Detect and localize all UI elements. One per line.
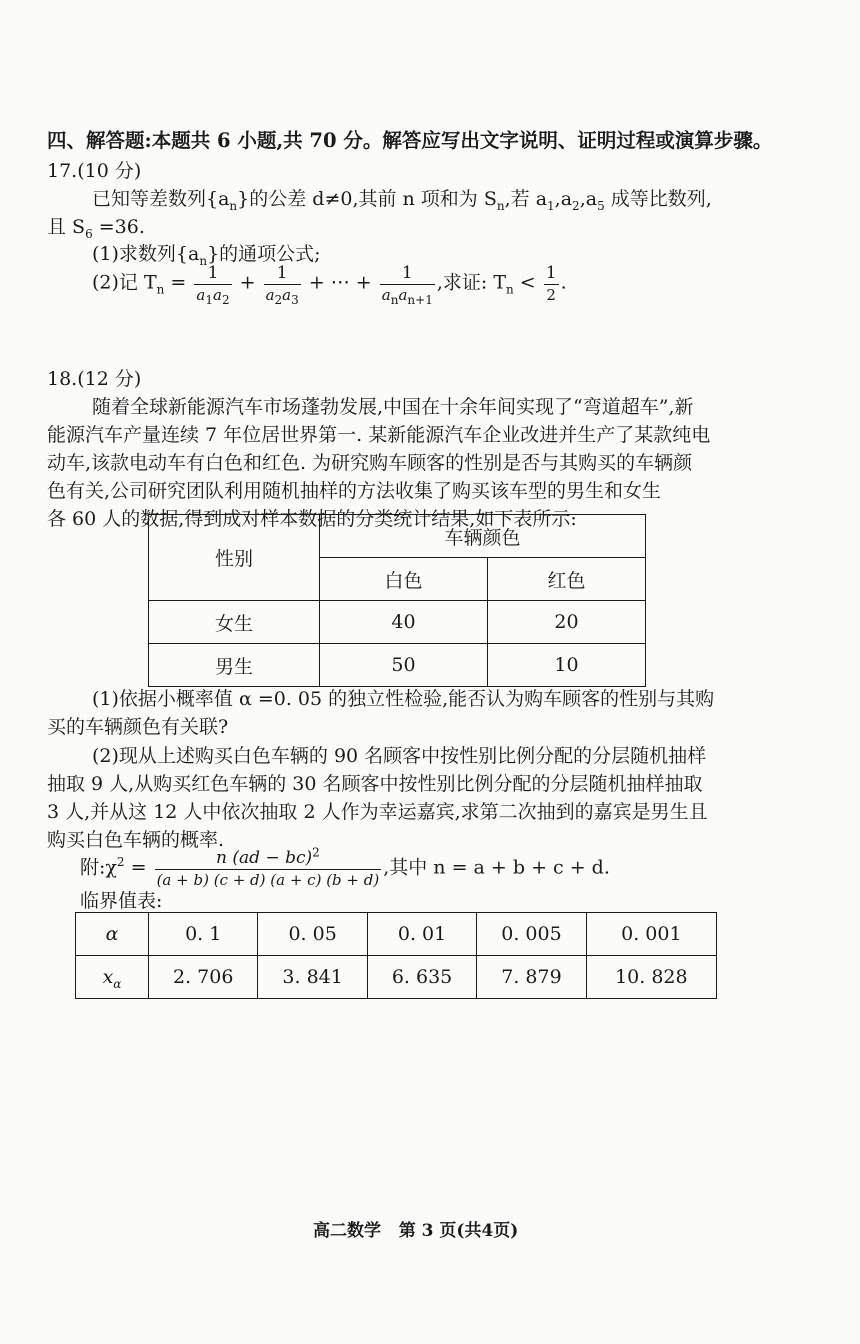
x-1: 3. 841	[258, 956, 367, 999]
q18-para-5: 各 60 人的数据,得到成对样本数据的分类统计结果,如下表所示:	[47, 508, 577, 530]
q18-number: 18.(12 分)	[47, 368, 142, 390]
q18-para-1: 随着全球新能源汽车市场蓬勃发展,中国在十余年间实现了“弯道超车”,新	[92, 396, 694, 418]
alpha-4: 0. 001	[586, 913, 716, 956]
table-row	[149, 601, 646, 644]
critical-value-table	[75, 912, 717, 999]
q18-part1-line2: 买的车辆颜色有关联?	[47, 716, 229, 738]
q18-para-3: 动车,该款电动车有白色和红色. 为研究购车顾客的性别是否与其购买的车辆颜	[47, 452, 693, 474]
table-row	[76, 913, 717, 956]
alpha-label: α	[76, 913, 149, 956]
sub-header-white: 白色	[320, 558, 488, 601]
contingency-table	[148, 514, 646, 687]
appendix-formula: 附$:\chi^2$ = $\frac{n (ad - bc)^2}{(a + b) (c + d) (a + c) (b + d)}$ ,其中 n = a + b + c + d.	[80, 845, 610, 889]
section-header: 四、解答题:本题共 6 小题,共 70 分。解答应写出文字说明、证明过程或演算步骤。	[47, 129, 773, 152]
q17-line2: 且 $S_6 =36$.	[47, 216, 145, 241]
cell-male-red: 10	[488, 644, 646, 687]
q17-part1: (1)求数列$\{a_n\}$的通项公式;	[92, 243, 321, 268]
table-row	[149, 644, 646, 687]
cell-female-red: 20	[488, 601, 646, 644]
critical-label: 临界值表:	[80, 890, 163, 912]
q18-part2-line3: 3 人,并从这 12 人中依次抽取 2 人作为幸运嘉宾,求第二次抽到的嘉宾是男生且	[47, 801, 708, 823]
row-header-gender: 性别	[149, 515, 320, 601]
fraction-half: $\frac{1}{2}$	[545, 263, 557, 304]
q17-number: 17.(10 分)	[47, 160, 142, 182]
x-2: 6. 635	[367, 956, 476, 999]
alpha-3: 0. 005	[477, 913, 586, 956]
table-row	[76, 956, 717, 999]
q18-part1-line1: (1)依据小概率值 α =0. 05 的独立性检验,能否认为购车顾客的性别与其购	[92, 688, 715, 710]
x-3: 7. 879	[477, 956, 586, 999]
alpha-1: 0. 05	[258, 913, 367, 956]
fraction-3: $\frac{1}{a_na_{n+1}}$	[381, 263, 433, 307]
sub-header-red: 红色	[488, 558, 646, 601]
alpha-0: 0. 1	[149, 913, 258, 956]
fraction-2: $\frac{1}{a_2a_3}$	[265, 263, 299, 307]
col-header-color: 车辆颜色	[320, 515, 646, 558]
cell-female-white: 40	[320, 601, 488, 644]
q18-part2-line2: 抽取 9 人,从购买红色车辆的 30 名顾客中按性别比例分配的分层随机抽样抽取	[47, 773, 703, 795]
page-footer: 高二数学 第 3 页(共4页)	[313, 1221, 519, 1241]
q18-para-2: 能源汽车产量连续 7 年位居世界第一. 某新能源汽车企业改进并生产了某款纯电	[47, 424, 711, 446]
q18-part2-line4: 购买白色车辆的概率.	[47, 829, 225, 851]
row-label-male: 男生	[149, 644, 320, 687]
row-label-female: 女生	[149, 601, 320, 644]
x-4: 10. 828	[586, 956, 716, 999]
q18-part2-line1: (2)现从上述购买白色车辆的 90 名顾客中按性别比例分配的分层随机抽样	[92, 745, 707, 767]
q17-part2: (2)记 $T_n$ = $\frac{1}{a_1a_2}$ + $\frac{1}{a_2a_3}$ + ⋯ + $\frac{1}{a_na_{n+1}}$ ,求证: $T_n$ < $\frac{1}{2}$ .	[92, 263, 567, 307]
alpha-2: 0. 01	[367, 913, 476, 956]
chi-square-fraction: $\frac{n (ad - bc)^2}{(a + b) (c + d) (a + c) (b + d)}$	[156, 845, 380, 889]
fraction-1: $\frac{1}{a_1a_2}$	[196, 263, 230, 307]
q18-para-4: 色有关,公司研究团队利用随机抽样的方法收集了购买该车型的男生和女生	[47, 480, 662, 502]
x-0: 2. 706	[149, 956, 258, 999]
x-label: $x_\alpha$	[76, 956, 149, 999]
cell-male-white: 50	[320, 644, 488, 687]
q17-line1: 已知等差数列$\{a_n\}$的公差 d≠0,其前 n 项和为 $S_n$,若 $a_1,a_2,a_5$ 成等比数列,	[92, 188, 712, 213]
